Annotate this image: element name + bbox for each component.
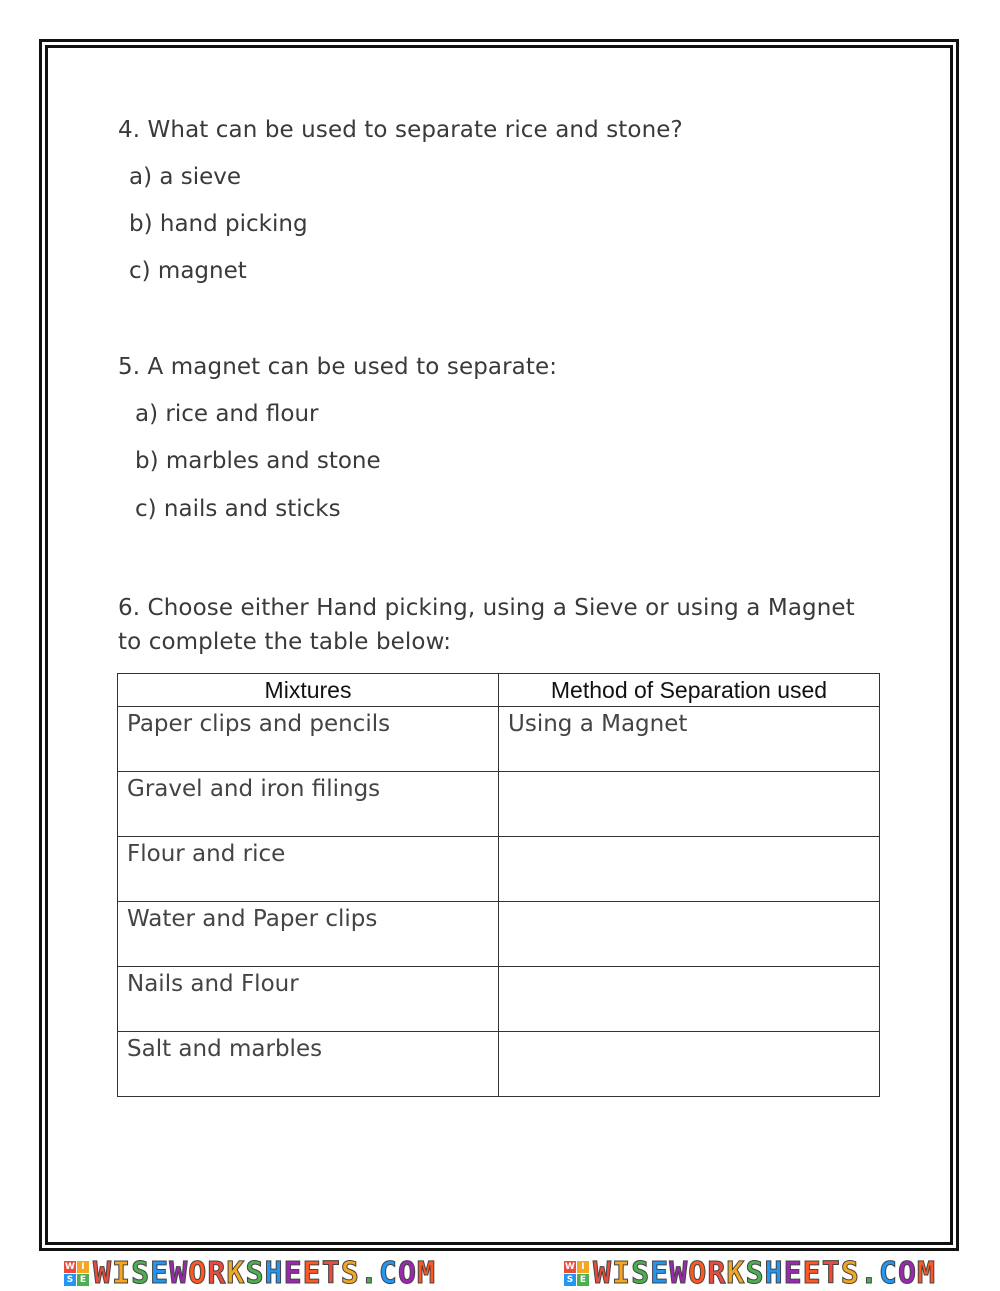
question-4-text: 4. What can be used to separate rice and stone? bbox=[118, 117, 683, 143]
table-row bbox=[118, 837, 880, 902]
method-cell[interactable] bbox=[499, 902, 880, 967]
brand-letter: W bbox=[169, 1255, 189, 1291]
mixture-cell: Paper clips and pencils bbox=[118, 707, 499, 772]
brand-letter: W bbox=[592, 1255, 612, 1291]
brand-letter: I bbox=[112, 1255, 132, 1291]
separation-table bbox=[117, 673, 880, 1097]
table-header-row bbox=[118, 674, 880, 707]
method-cell[interactable] bbox=[499, 772, 880, 837]
brand-letter: S bbox=[245, 1255, 265, 1291]
header-mixtures: Mixtures bbox=[118, 674, 499, 707]
brand-right bbox=[564, 1256, 936, 1291]
brand-letter: C bbox=[378, 1255, 398, 1291]
brand-letter: H bbox=[264, 1255, 284, 1291]
question-4-option-c: c) magnet bbox=[129, 258, 247, 284]
question-5-option-a: a) rice and flour bbox=[135, 401, 319, 427]
brand-letter: O bbox=[897, 1255, 917, 1291]
brand-letter: E bbox=[802, 1255, 822, 1291]
brand-letter: . bbox=[359, 1255, 379, 1291]
method-cell[interactable] bbox=[499, 967, 880, 1032]
brand-left bbox=[64, 1256, 436, 1291]
brand-letter: K bbox=[226, 1255, 246, 1291]
footer-watermark bbox=[0, 1255, 1000, 1291]
mixture-cell: Water and Paper clips bbox=[118, 902, 499, 967]
brand-letter: O bbox=[688, 1255, 708, 1291]
mixture-cell: Gravel and iron filings bbox=[118, 772, 499, 837]
mixture-cell: Nails and Flour bbox=[118, 967, 499, 1032]
brand-letter: S bbox=[131, 1255, 151, 1291]
brand-letter: S bbox=[631, 1255, 651, 1291]
brand-letter: M bbox=[917, 1255, 937, 1291]
brand-letter: O bbox=[397, 1255, 417, 1291]
brand-letter: E bbox=[783, 1255, 803, 1291]
method-cell[interactable] bbox=[499, 1032, 880, 1097]
question-4-option-a: a) a sieve bbox=[129, 164, 242, 190]
brand-letter: E bbox=[150, 1255, 170, 1291]
brand-letter: W bbox=[669, 1255, 689, 1291]
table-row bbox=[118, 707, 880, 772]
brand-letter: R bbox=[707, 1255, 727, 1291]
question-5-option-c: c) nails and sticks bbox=[135, 496, 341, 522]
header-method: Method of Separation used bbox=[499, 674, 880, 707]
brand-letter: I bbox=[612, 1255, 632, 1291]
brand-letter: S bbox=[340, 1255, 360, 1291]
method-cell[interactable] bbox=[499, 837, 880, 902]
brand-letter: K bbox=[726, 1255, 746, 1291]
brand-letter: E bbox=[283, 1255, 303, 1291]
question-6-text: 6. Choose either Hand picking, using a Sieve or using a Magnet to complete the table below: bbox=[118, 595, 855, 655]
brand-letter: S bbox=[840, 1255, 860, 1291]
brand-letter: M bbox=[417, 1255, 437, 1291]
brand-text-left bbox=[93, 1256, 436, 1291]
question-4-option-b: b) hand picking bbox=[129, 211, 308, 237]
brand-letter: O bbox=[188, 1255, 208, 1291]
table-row bbox=[118, 902, 880, 967]
brand-letter: R bbox=[207, 1255, 227, 1291]
brand-letter: H bbox=[764, 1255, 784, 1291]
table-row bbox=[118, 772, 880, 837]
table-row bbox=[118, 1032, 880, 1097]
brand-letter: T bbox=[821, 1255, 841, 1291]
wise-logo-icon: W I S E bbox=[64, 1261, 89, 1286]
brand-letter: E bbox=[302, 1255, 322, 1291]
question-5-text: 5. A magnet can be used to separate: bbox=[118, 354, 558, 380]
mixture-cell: Salt and marbles bbox=[118, 1032, 499, 1097]
mixture-cell: Flour and rice bbox=[118, 837, 499, 902]
table-row bbox=[118, 967, 880, 1032]
wise-logo-icon: W I S E bbox=[564, 1261, 589, 1286]
brand-letter: W bbox=[92, 1255, 112, 1291]
brand-letter: S bbox=[745, 1255, 765, 1291]
brand-letter: T bbox=[321, 1255, 341, 1291]
brand-letter: C bbox=[878, 1255, 898, 1291]
brand-text-right bbox=[593, 1256, 936, 1291]
method-cell[interactable]: Using a Magnet bbox=[499, 707, 880, 772]
brand-letter: . bbox=[859, 1255, 879, 1291]
question-5-option-b: b) marbles and stone bbox=[135, 448, 381, 474]
brand-letter: E bbox=[650, 1255, 670, 1291]
